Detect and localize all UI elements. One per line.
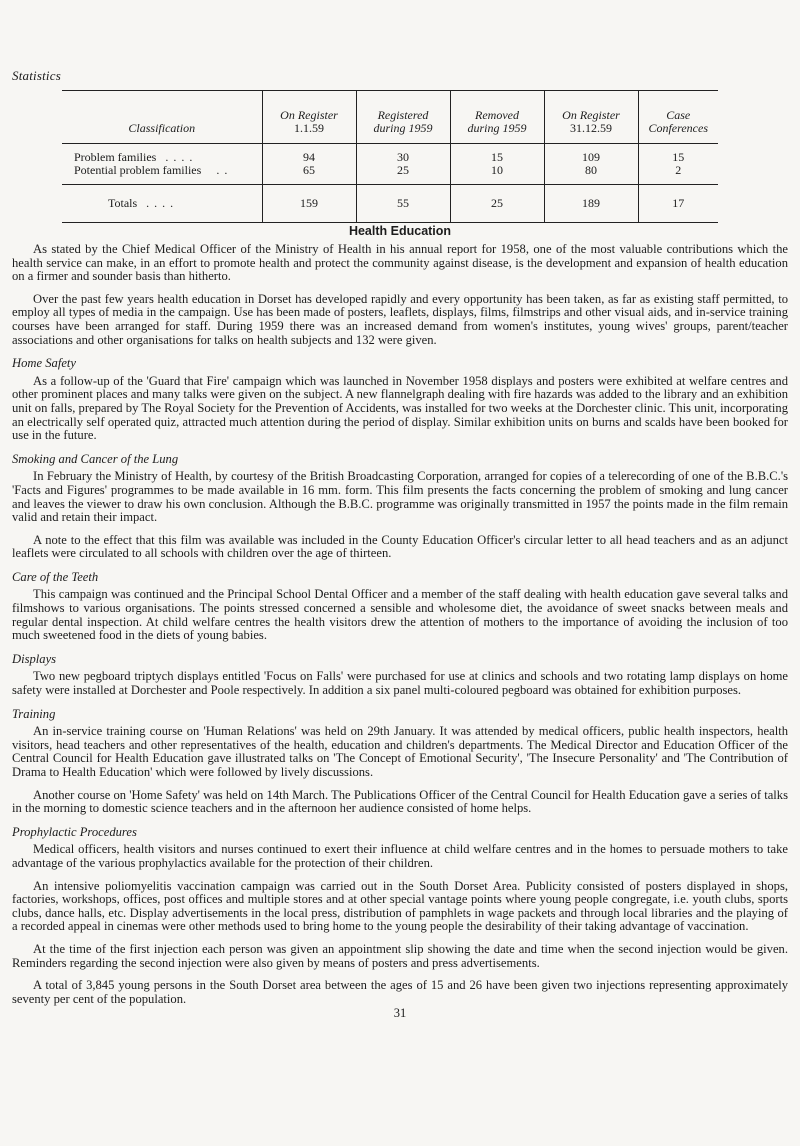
table-row <box>62 144 718 165</box>
header-registered: Registered during 1959 <box>356 91 450 144</box>
cell: 10 <box>450 164 544 185</box>
cell: 94 <box>262 144 356 165</box>
header-removed: Removed during 1959 <box>450 91 544 144</box>
paragraph: A total of 3,845 young persons in the South Dorset area between the ages of 15 and 26 have been given two injections representing approximately seventy per cent of the population. <box>12 978 788 1006</box>
subsection-heading: Care of the Teeth <box>12 569 99 584</box>
running-head: Statistics <box>12 68 61 83</box>
header-on-register-start: On Register 1.1.59 <box>262 91 356 144</box>
table-row <box>62 164 718 185</box>
subsection-heading: Home Safety <box>12 356 76 371</box>
header-classification: Classification <box>62 91 262 144</box>
header-on-register-end: On Register 31.12.59 <box>544 91 638 144</box>
total-cell: 159 <box>262 185 356 223</box>
paragraph: Two new pegboard triptych displays entitled 'Focus on Falls' were purchased for use at clinics and schools and two rotating lamp displays on home safety were installed at Dorchester and Poole respectively. In addition a six panel multi-coloured pegboard was obtained for exhibition purposes. <box>12 669 788 698</box>
totals-label: Totals . . . . <box>62 185 262 223</box>
total-cell: 55 <box>356 185 450 223</box>
cell: 25 <box>356 164 450 185</box>
cell: 2 <box>638 164 718 185</box>
paragraph: As a follow-up of the 'Guard that Fire' campaign which was launched in November 1958 displays and posters were exhibited at welfare centres and other prominent places and many talks were given on the subject. A new flannelgraph dealing with fire hazards was added to the library and an exhibition unit on falls, prepared by The Royal Society for the Prevention of Accidents, was installed for two weeks at the Dorchester clinic. This unit, incorporating an electrically self operated quiz, attracted much attention during the period of display. Similar exhibition units on burns and scalds have been booked for use in the future. <box>12 373 788 443</box>
total-cell: 25 <box>450 185 544 223</box>
cell: 109 <box>544 144 638 165</box>
paragraph: A note to the effect that this film was available was included in the County Education Officer's circular letter to all head teachers and as an adjunct leaflets were circulated to all schools with children over the age of thirteen. <box>12 532 788 561</box>
subsection-heading: Smoking and Cancer of the Lung <box>12 451 179 466</box>
paragraph: At the time of the first injection each person was given an appointment slip showing the date and time when the second injection would be given. Reminders regarding the second injection were also given by means of posters and press advertisements. <box>12 941 788 970</box>
table-header-row <box>62 91 718 144</box>
statistics-table <box>62 90 718 223</box>
paragraph: In February the Ministry of Health, by courtesy of the British Broadcasting Corporation, arranged for copies of a telerecording of one of the B.B.C.'s 'Facts and Figures' programmes to be made available in 16 mm. form. This film presents the facts concerning the problem of smoking and lung cancer and leaves the viewer to draw his own conclusion. Although the B.B.C. programme was originally transmitted in 1957 the points made in the film remain valid and retain their impact. <box>12 469 788 525</box>
paragraph: As stated by the Chief Medical Officer of the Ministry of Health in his annual report for 1958, one of the most valuable contributions which the health service can make, in an effort to promote health and protect the community against disease, is the development and expansion of health education on a firmer and sounder basis than hitherto. <box>12 242 788 284</box>
page-number: 31 <box>393 1006 407 1020</box>
paragraph: An in-service training course on 'Human Relations' was held on 29th January. It was attended by medical officers, public health inspectors, health visitors, head teachers and other representatives of the health, education and children's departments. The Medical Director and Education Officer of the Central Council for Health Education gave illustrated talks on 'The Concept of Emotional Security', 'The Insecure Personality' and 'The Contribution of Drama to Health Education' which were followed by lively discussions. <box>12 724 788 779</box>
cell: 30 <box>356 144 450 165</box>
header-case-conferences: Case Conferences <box>638 91 718 144</box>
subsection-heading: Training <box>12 706 56 721</box>
subsection-heading: Prophylactic Procedures <box>12 824 137 839</box>
cell: 15 <box>638 144 718 165</box>
article-body <box>12 243 788 1015</box>
total-cell: 17 <box>638 185 718 223</box>
paragraph: Over the past few years health education in Dorset has developed rapidly and every opportunity has been taken, as far as existing staff permitted, to employ all types of media in the campaign. Use has been made of posters, leaflets, displays, films, filmstrips and other visual aids, and in-service training courses have been arranged for staff. During 1959 there was an increased demand from women's institutes, young wives' groups, parent/teacher associations and other organisations for talks on health subjects and 132 were given. <box>12 291 788 347</box>
cell: 80 <box>544 164 638 185</box>
paragraph: Another course on 'Home Safety' was held on 14th March. The Publications Officer of the Central Council for Health Education gave a series of talks in the morning to domestic science teachers and in the afternoon her audience consisted of home helps. <box>12 787 788 816</box>
subsection-heading: Displays <box>12 651 57 666</box>
section-title: Health Education <box>348 224 452 238</box>
row-label: Potential problem families . . <box>74 163 229 177</box>
paragraph: This campaign was continued and the Principal School Dental Officer and a member of the staff dealing with health education gave several talks and filmshows to various organisations. The points stressed concerned a sensible and wholesome diet, the avoidance of sweet snacks between meals and regular dental inspection. At child welfare centres the health visitors drew the attention of mothers to the importance of avoiding the inclusion of too much sweetened food in the diets of young babies. <box>12 587 788 643</box>
paragraph: Medical officers, health visitors and nurses continued to exert their influence at child welfare centres and in the homes to persuade mothers to take advantage of the various prophylactics available for the protection of their children. <box>12 842 788 870</box>
total-cell: 189 <box>544 185 638 223</box>
row-label: Problem families . . . . <box>74 150 194 164</box>
cell: 15 <box>450 144 544 165</box>
table-totals-row <box>62 185 718 223</box>
cell: 65 <box>262 164 356 185</box>
paragraph: An intensive poliomyelitis vaccination campaign was carried out in the South Dorset Area. Publicity consisted of posters displayed in shops, factories, workshops, offices, post offices and multiple stores and at other special vantage points where young people congregate, i.e. youth clubs, sports clubs, dance halls, etc. Display advertisements in the local press, distribution of pamphlets in wage packets and through local libraries and the playing of a recorded appeal in cinemas were other methods used to bring home to the young people the desirability of their taking advantage of vaccination. <box>12 878 788 934</box>
